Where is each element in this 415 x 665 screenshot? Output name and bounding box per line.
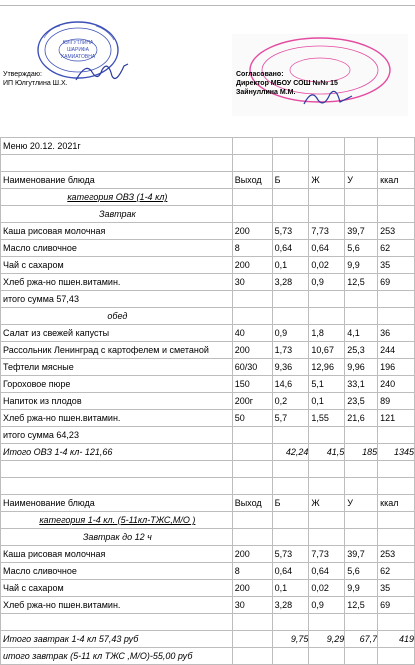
- dish-u: 25,3: [345, 342, 378, 359]
- dish-out: 200: [232, 546, 272, 563]
- dish-b: 9,36: [272, 359, 309, 376]
- total-kcal: 419: [378, 631, 415, 648]
- header-row: [1, 172, 415, 189]
- approval-label: Утверждаю:: [3, 71, 42, 78]
- table-row: [1, 597, 415, 614]
- dish-name: Напиток из плодов: [1, 393, 233, 410]
- table-row: [1, 376, 415, 393]
- table-row: [1, 410, 415, 427]
- empty-row: [1, 478, 415, 495]
- dish-u: 21,6: [345, 410, 378, 427]
- category-row: [1, 189, 415, 206]
- dish-out: 200: [232, 580, 272, 597]
- dish-kcal: 35: [378, 580, 415, 597]
- category-label: категория 1-4 кл. (5-11кл-ТЖС,М/О ): [1, 512, 233, 529]
- dish-kcal: 35: [378, 257, 415, 274]
- dish-b: 5,73: [272, 546, 309, 563]
- dish-kcal: 89: [378, 393, 415, 410]
- dish-out: 200: [232, 223, 272, 240]
- menu-table: [0, 137, 415, 665]
- dish-zh: 0,64: [309, 240, 345, 257]
- sheet-top-border: [0, 0, 415, 6]
- agreement-label: Согласовано:: [236, 71, 284, 78]
- empty-row: [1, 461, 415, 478]
- dish-zh: 10,67: [309, 342, 345, 359]
- dish-name: Хлеб ржа-но пшен.витамин.: [1, 597, 233, 614]
- dish-out: 200: [232, 257, 272, 274]
- dish-u: 39,7: [345, 223, 378, 240]
- dish-zh: 1,8: [309, 325, 345, 342]
- total-zh: 9,29: [309, 631, 345, 648]
- dish-u: 12,5: [345, 274, 378, 291]
- dish-b: 0,64: [272, 563, 309, 580]
- dish-kcal: 196: [378, 359, 415, 376]
- table-row: [1, 580, 415, 597]
- header-zh: Ж: [309, 495, 345, 512]
- dish-out: 200г: [232, 393, 272, 410]
- grand-total-b: 42,24: [272, 444, 309, 461]
- total-label: Итого завтрак 1-4 кл 57,43 руб: [1, 631, 233, 648]
- header-b: Б: [272, 172, 309, 189]
- signature-approver: [72, 58, 132, 88]
- header-out: Выход: [232, 495, 272, 512]
- subtotal-label: итого сумма 57,43: [1, 291, 233, 308]
- total-label: итого завтрак (5-11 кл ТЖС ,М/О)-55,00 руб: [1, 648, 233, 665]
- dish-name: Чай с сахаром: [1, 257, 233, 274]
- dish-u: 4,1: [345, 325, 378, 342]
- dish-u: 9,9: [345, 257, 378, 274]
- dish-name: Каша рисовая молочная: [1, 223, 233, 240]
- dish-kcal: 253: [378, 223, 415, 240]
- header-name: Наименование блюда: [1, 172, 233, 189]
- dish-zh: 0,9: [309, 274, 345, 291]
- table-row: [1, 257, 415, 274]
- header-kcal: ккал: [378, 172, 415, 189]
- dish-name: Тефтели мясные: [1, 359, 233, 376]
- dish-kcal: 121: [378, 410, 415, 427]
- dish-u: 12,5: [345, 597, 378, 614]
- dish-name: Масло сливочное: [1, 563, 233, 580]
- dish-zh: 7,73: [309, 546, 345, 563]
- dish-u: 39,7: [345, 546, 378, 563]
- dish-zh: 0,9: [309, 597, 345, 614]
- grand-total-zh: 41,5: [309, 444, 345, 461]
- dish-b: 0,1: [272, 257, 309, 274]
- dish-out: 60/30: [232, 359, 272, 376]
- dish-u: 33,1: [345, 376, 378, 393]
- category-label: категория ОВЗ (1-4 кл): [1, 189, 233, 206]
- total-row: [1, 648, 415, 665]
- dish-kcal: 62: [378, 240, 415, 257]
- dish-out: 8: [232, 563, 272, 580]
- table-row: [1, 274, 415, 291]
- agreement-director: Директор МБОУ СОШ №№ 15: [236, 80, 338, 87]
- header-b: Б: [272, 495, 309, 512]
- dish-out: 30: [232, 597, 272, 614]
- dish-zh: 7,73: [309, 223, 345, 240]
- meal-row: [1, 529, 415, 546]
- meal-row: [1, 308, 415, 325]
- dish-zh: 0,64: [309, 563, 345, 580]
- meal-row: [1, 206, 415, 223]
- table-row: [1, 546, 415, 563]
- dish-name: Гороховое пюре: [1, 376, 233, 393]
- header-u: У: [345, 495, 378, 512]
- dish-name: Хлеб ржа-но пшен.витамин.: [1, 274, 233, 291]
- signature-director: [300, 86, 356, 110]
- dish-out: 8: [232, 240, 272, 257]
- dish-u: 9,96: [345, 359, 378, 376]
- grand-total-label: Итого ОВЗ 1-4 кл- 121,66: [1, 444, 233, 461]
- subtotal-label: итого сумма 64,23: [1, 427, 233, 444]
- dish-b: 0,1: [272, 580, 309, 597]
- dish-kcal: 69: [378, 274, 415, 291]
- meal-label: Завтрак до 12 ч: [1, 529, 233, 546]
- empty-row: [1, 155, 415, 172]
- dish-u: 23,5: [345, 393, 378, 410]
- meal-label: обед: [1, 308, 233, 325]
- dish-b: 0,9: [272, 325, 309, 342]
- dish-b: 3,28: [272, 274, 309, 291]
- dish-kcal: 36: [378, 325, 415, 342]
- approval-person: ИП Юлгутлина Ш.Х.: [3, 80, 68, 87]
- total-row: [1, 631, 415, 648]
- table-row: [1, 393, 415, 410]
- table-row: [1, 359, 415, 376]
- dish-zh: 5,1: [309, 376, 345, 393]
- svg-text:ЮЛГУТЛИНА: ЮЛГУТЛИНА: [62, 40, 94, 46]
- header-row: [1, 495, 415, 512]
- dish-kcal: 244: [378, 342, 415, 359]
- svg-text:ШАРИФА: ШАРИФА: [67, 47, 89, 53]
- dish-b: 0,64: [272, 240, 309, 257]
- table-row: [1, 223, 415, 240]
- dish-kcal: 62: [378, 563, 415, 580]
- table-row: [1, 325, 415, 342]
- dish-out: 40: [232, 325, 272, 342]
- dish-u: 5,6: [345, 240, 378, 257]
- dish-kcal: 253: [378, 546, 415, 563]
- table-row: [1, 563, 415, 580]
- total-b: 9,75: [272, 631, 309, 648]
- header-u: У: [345, 172, 378, 189]
- dish-zh: 0,1: [309, 393, 345, 410]
- dish-b: 5,7: [272, 410, 309, 427]
- table-row: [1, 240, 415, 257]
- dish-name: Чай с сахаром: [1, 580, 233, 597]
- header-zh: Ж: [309, 172, 345, 189]
- total-u: 67,7: [345, 631, 378, 648]
- dish-u: 5,6: [345, 563, 378, 580]
- dish-b: 5,73: [272, 223, 309, 240]
- menu-title: Меню 20.12. 2021г: [1, 138, 233, 155]
- dish-b: 1,73: [272, 342, 309, 359]
- dish-kcal: 240: [378, 376, 415, 393]
- dish-out: 200: [232, 342, 272, 359]
- category-row: [1, 512, 415, 529]
- dish-name: Рассольник Ленинград с картофелем и сметаной: [1, 342, 233, 359]
- dish-zh: 12,96: [309, 359, 345, 376]
- dish-b: 14,6: [272, 376, 309, 393]
- dish-kcal: 69: [378, 597, 415, 614]
- empty-row: [1, 614, 415, 631]
- svg-text:ХАМИАТОВНА: ХАМИАТОВНА: [60, 54, 96, 60]
- dish-zh: 1,55: [309, 410, 345, 427]
- agreement-person: Зайнуллина М.М.: [236, 89, 296, 96]
- dish-name: Масло сливочное: [1, 240, 233, 257]
- dish-out: 30: [232, 274, 272, 291]
- dish-b: 0,2: [272, 393, 309, 410]
- dish-out: 50: [232, 410, 272, 427]
- table-row: [1, 342, 415, 359]
- dish-zh: 0,02: [309, 257, 345, 274]
- grand-total-row: [1, 444, 415, 461]
- approval-block: [3, 70, 68, 88]
- dish-name: Хлеб ржа-но пшен.витамин.: [1, 410, 233, 427]
- header-out: Выход: [232, 172, 272, 189]
- dish-name: Каша рисовая молочная: [1, 546, 233, 563]
- dish-out: 150: [232, 376, 272, 393]
- subtotal-row: [1, 291, 415, 308]
- header-kcal: ккал: [378, 495, 415, 512]
- dish-u: 9,9: [345, 580, 378, 597]
- grand-total-kcal: 1345: [378, 444, 415, 461]
- dish-b: 3,28: [272, 597, 309, 614]
- header-name: Наименование блюда: [1, 495, 233, 512]
- dish-name: Салат из свежей капусты: [1, 325, 233, 342]
- subtotal-row: [1, 427, 415, 444]
- meal-label: Завтрак: [1, 206, 233, 223]
- grand-total-u: 185: [345, 444, 378, 461]
- menu-title-row: [1, 138, 415, 155]
- dish-zh: 0,02: [309, 580, 345, 597]
